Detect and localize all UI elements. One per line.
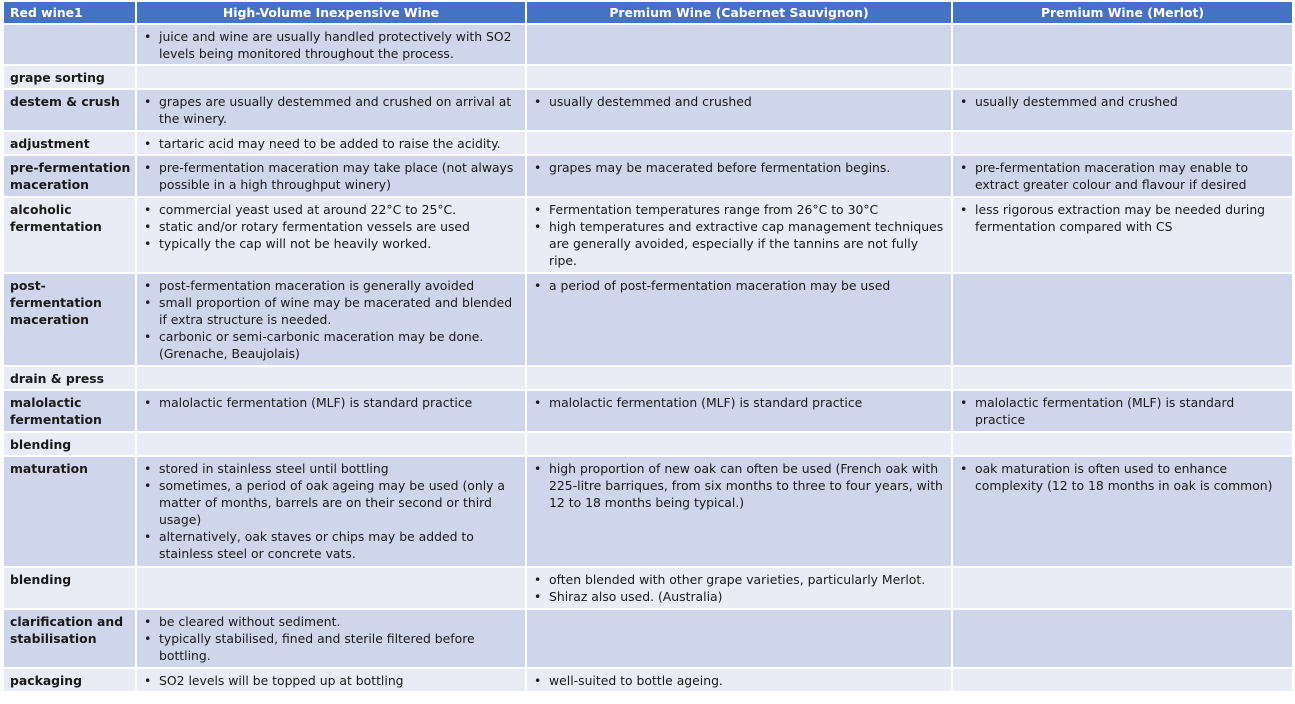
- bullet-list: [141, 394, 521, 411]
- header-cell-stage: Red wine1: [3, 1, 136, 24]
- cell-high-volume: [136, 609, 526, 668]
- bullet-item: • SO2 levels will be topped up at bottling: [141, 672, 521, 689]
- cell-premium-merlot: [952, 131, 1293, 155]
- cell-high-volume: [136, 567, 526, 609]
- wine-comparison-table: [2, 0, 1294, 693]
- cell-premium-merlot: [952, 24, 1293, 65]
- cell-high-volume: [136, 155, 526, 197]
- bullet-list: [957, 93, 1288, 110]
- cell-high-volume: [136, 390, 526, 432]
- bullet-item: • sometimes, a period of oak ageing may be used (only a matter of months, barrels are on their second or third usage): [141, 477, 521, 528]
- cell-premium-cabernet: [526, 609, 952, 668]
- bullet-item: • grapes are usually destemmed and crushed on arrival at the winery.: [141, 93, 521, 127]
- cell-premium-merlot: [952, 89, 1293, 131]
- cell-premium-cabernet: [526, 65, 952, 89]
- cell-high-volume: [136, 366, 526, 390]
- bullet-list: [141, 277, 521, 362]
- cell-premium-merlot: [952, 456, 1293, 567]
- cell-high-volume: [136, 668, 526, 692]
- bullet-list: [531, 460, 947, 511]
- header-row: [3, 1, 1293, 24]
- row-label: drain & press: [3, 366, 136, 390]
- bullet-item: • be cleared without sediment.: [141, 613, 521, 630]
- bullet-list: [531, 93, 947, 110]
- cell-premium-merlot: [952, 197, 1293, 273]
- bullet-list: [141, 613, 521, 664]
- cell-high-volume: [136, 131, 526, 155]
- bullet-item: • usually destemmed and crushed: [531, 93, 947, 110]
- bullet-item: • oak maturation is often used to enhance complexity (12 to 18 months in oak is common): [957, 460, 1288, 494]
- bullet-item: • stored in stainless steel until bottling: [141, 460, 521, 477]
- bullet-list: [531, 571, 947, 605]
- cell-premium-cabernet: [526, 89, 952, 131]
- bullet-item: • small proportion of wine may be macerated and blended if extra structure is needed.: [141, 294, 521, 328]
- bullet-item: • tartaric acid may need to be added to raise the acidity.: [141, 135, 521, 152]
- bullet-list: [531, 201, 947, 269]
- cell-premium-merlot: [952, 155, 1293, 197]
- table-row: [3, 366, 1293, 390]
- cell-premium-cabernet: [526, 567, 952, 609]
- cell-premium-cabernet: [526, 668, 952, 692]
- bullet-item: • grapes may be macerated before fermentation begins.: [531, 159, 947, 176]
- header-cell-premium-merlot: Premium Wine (Merlot): [952, 1, 1293, 24]
- bullet-item: • high proportion of new oak can often be used (French oak with 225-litre barriques, from six months to three to four years, with 12 to 18 months being typical.): [531, 460, 947, 511]
- row-label: clarification and stabilisation: [3, 609, 136, 668]
- bullet-list: [957, 394, 1288, 428]
- cell-premium-merlot: [952, 668, 1293, 692]
- cell-high-volume: [136, 432, 526, 456]
- cell-premium-merlot: [952, 273, 1293, 366]
- cell-premium-cabernet: [526, 131, 952, 155]
- bullet-item: • well-suited to bottle ageing.: [531, 672, 947, 689]
- table-row: [3, 432, 1293, 456]
- row-label: packaging: [3, 668, 136, 692]
- bullet-item: • pre-fermentation maceration may enable to extract greater colour and flavour if desired: [957, 159, 1288, 193]
- bullet-list: [957, 460, 1288, 494]
- cell-premium-cabernet: [526, 456, 952, 567]
- row-label: destem & crush: [3, 89, 136, 131]
- bullet-item: • usually destemmed and crushed: [957, 93, 1288, 110]
- table-row: [3, 197, 1293, 273]
- row-label: maturation: [3, 456, 136, 567]
- header-cell-premium-cabernet: Premium Wine (Cabernet Sauvignon): [526, 1, 952, 24]
- table-row: [3, 668, 1293, 692]
- bullet-list: [531, 672, 947, 689]
- bullet-item: • pre-fermentation maceration may take place (not always possible in a high throughput winery): [141, 159, 521, 193]
- bullet-item: • a period of post-fermentation maceration may be used: [531, 277, 947, 294]
- cell-high-volume: [136, 456, 526, 567]
- row-label: post-fermentation maceration: [3, 273, 136, 366]
- cell-premium-cabernet: [526, 155, 952, 197]
- header-cell-high-volume: High-Volume Inexpensive Wine: [136, 1, 526, 24]
- bullet-item: • post-fermentation maceration is generally avoided: [141, 277, 521, 294]
- cell-premium-cabernet: [526, 366, 952, 390]
- row-label: pre-fermentation maceration: [3, 155, 136, 197]
- cell-high-volume: [136, 273, 526, 366]
- bullet-item: • malolactic fermentation (MLF) is standard practice: [141, 394, 521, 411]
- cell-premium-merlot: [952, 366, 1293, 390]
- cell-high-volume: [136, 24, 526, 65]
- bullet-item: • carbonic or semi-carbonic maceration may be done.(Grenache, Beaujolais): [141, 328, 521, 362]
- row-label: blending: [3, 567, 136, 609]
- table-row: [3, 89, 1293, 131]
- table-row: [3, 390, 1293, 432]
- row-label: malolactic fermentation: [3, 390, 136, 432]
- cell-premium-cabernet: [526, 273, 952, 366]
- cell-premium-merlot: [952, 609, 1293, 668]
- bullet-item: • often blended with other grape varieties, particularly Merlot.: [531, 571, 947, 588]
- bullet-item: • high temperatures and extractive cap management techniques are generally avoided, especially if the tannins are not fully ripe.: [531, 218, 947, 269]
- bullet-list: [957, 159, 1288, 193]
- bullet-list: [531, 159, 947, 176]
- bullet-list: [531, 394, 947, 411]
- bullet-list: [141, 159, 521, 193]
- table-row: [3, 609, 1293, 668]
- table-row: [3, 155, 1293, 197]
- row-label: [3, 24, 136, 65]
- bullet-item: • malolactic fermentation (MLF) is standard practice: [531, 394, 947, 411]
- cell-premium-cabernet: [526, 390, 952, 432]
- row-label: grape sorting: [3, 65, 136, 89]
- bullet-item: • Shiraz also used. (Australia): [531, 588, 947, 605]
- bullet-list: [141, 135, 521, 152]
- bullet-item: • commercial yeast used at around 22°C to 25°C.: [141, 201, 521, 218]
- cell-high-volume: [136, 197, 526, 273]
- bullet-list: [141, 460, 521, 562]
- table-row: [3, 273, 1293, 366]
- table-row: [3, 456, 1293, 567]
- row-label: adjustment: [3, 131, 136, 155]
- bullet-list: [141, 93, 521, 127]
- cell-premium-cabernet: [526, 432, 952, 456]
- bullet-list: [141, 201, 521, 252]
- bullet-list: [957, 201, 1288, 235]
- cell-premium-merlot: [952, 432, 1293, 456]
- cell-high-volume: [136, 89, 526, 131]
- bullet-item: • juice and wine are usually handled protectively with SO2 levels being monitored throughout the process.: [141, 28, 521, 62]
- bullet-list: [531, 277, 947, 294]
- bullet-list: [141, 672, 521, 689]
- table-row: [3, 131, 1293, 155]
- bullet-item: • static and/or rotary fermentation vessels are used: [141, 218, 521, 235]
- bullet-item: • less rigorous extraction may be needed during fermentation compared with CS: [957, 201, 1288, 235]
- table-row: [3, 567, 1293, 609]
- cell-premium-merlot: [952, 567, 1293, 609]
- bullet-item: • malolactic fermentation (MLF) is standard practice: [957, 394, 1288, 428]
- cell-high-volume: [136, 65, 526, 89]
- row-label: blending: [3, 432, 136, 456]
- bullet-item: • typically stabilised, fined and sterile filtered before bottling.: [141, 630, 521, 664]
- cell-premium-merlot: [952, 390, 1293, 432]
- cell-premium-cabernet: [526, 197, 952, 273]
- row-label: alcoholic fermentation: [3, 197, 136, 273]
- cell-premium-merlot: [952, 65, 1293, 89]
- bullet-list: [141, 28, 521, 62]
- table-row: [3, 24, 1293, 65]
- table-row: [3, 65, 1293, 89]
- bullet-item: • Fermentation temperatures range from 26°C to 30°C: [531, 201, 947, 218]
- bullet-item: • alternatively, oak staves or chips may be added to stainless steel or concrete vats.: [141, 528, 521, 562]
- bullet-item: • typically the cap will not be heavily worked.: [141, 235, 521, 252]
- cell-premium-cabernet: [526, 24, 952, 65]
